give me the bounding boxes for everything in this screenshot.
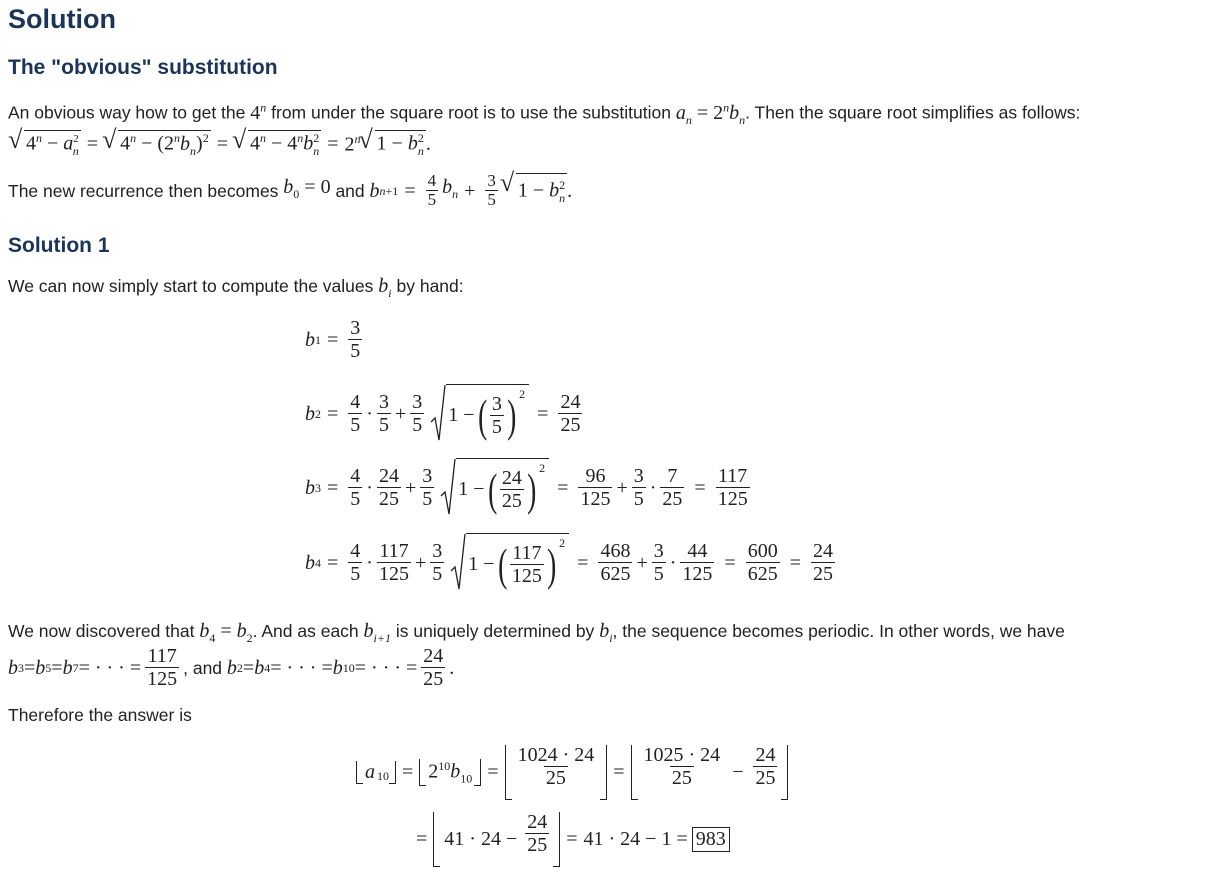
equation-b3: b 3 = $\frac{4}{5}$ · $\frac{24}{25}$ + $\frac{3}{5}$ 1 − ( $\frac{24}{25}$ ) $^2$ = $\frac{96}{125}$ + $\frac{3}{5}$ · $\frac{7}{25}$ = $\frac{117}{125}$ <box>305 458 754 518</box>
final-equation-1: a $_{10}$ = $2^{10}b_{10}$ = $\frac{1024 \cdot 24}{25}$ = $\frac{1025 \cdot 24}{25}$ − $\frac{24}{25}$ <box>356 745 788 800</box>
sqrt-simplification: √ $4^n - a^2_n$ = √ $4^n - (2^nb_n)^2$ = √ $4^n - 4^nb^2_n$ = 2$^n$ √ $1 - b^2_n$ . <box>10 130 431 159</box>
therefore-line: Therefore the answer is <box>8 705 192 725</box>
intro-paragraph: An obvious way how to get the 4$^n$ from under the square root is to use the substitution $a_n = 2^nb_n$. Then the square root simplifies as follows: <box>8 100 1081 127</box>
equation-b4: b 4 = $\frac{4}{5}$ · $\frac{117}{125}$ + $\frac{3}{5}$ 1 − ( $\frac{117}{125}$ ) $^2$ = $\frac{468}{625}$ + $\frac{3}{5}$ · $\frac{44}{125}$ = $\frac{600}{625}$ = $\frac{24}{25}$ <box>305 533 839 593</box>
discovered-paragraph: We now discovered that $b_4 = b_2$. And as each $b_{i+1}$ is uniquely determined by $b_i$, the sequence becomes periodic. In other words, we have <box>8 620 1065 645</box>
final-answer-box: 983 <box>692 827 730 852</box>
solution-heading: Solution <box>8 4 116 34</box>
obvious-substitution-heading: The "obvious" substitution <box>8 56 278 79</box>
compute-paragraph: We can now simply start to compute the values $b_i$ by hand: <box>8 275 464 300</box>
solution-1-heading: Solution 1 <box>8 234 110 257</box>
recurrence-paragraph: The new recurrence then becomes $b_0 = 0$ and b n+1 = $\frac{4}{5}$ $b_n$ + $\frac{3}{5}$ √ $1 - b^2_n$ . <box>8 172 572 210</box>
equation-b2: b 2 = $\frac{4}{5}$ · $\frac{3}{5}$ + $\frac{3}{5}$ 1 − ( $\frac{3}{5}$ ) $^2$ = $\frac{24}{25}$ <box>305 384 586 444</box>
final-equation-2: = 41 · 24 − $\frac{24}{25}$ = 41 · 24 − 1 = 983 <box>410 812 730 867</box>
equation-b1: b 1 = $\frac{3}{5}$ <box>305 317 361 362</box>
periodic-line: b 3 = b 5 = b 7 = · · · = $\frac{117}{125}$ , and b 2 = b 4 = · · · = b 10 = · · · = $\frac{24}{25}$ . <box>8 645 455 690</box>
